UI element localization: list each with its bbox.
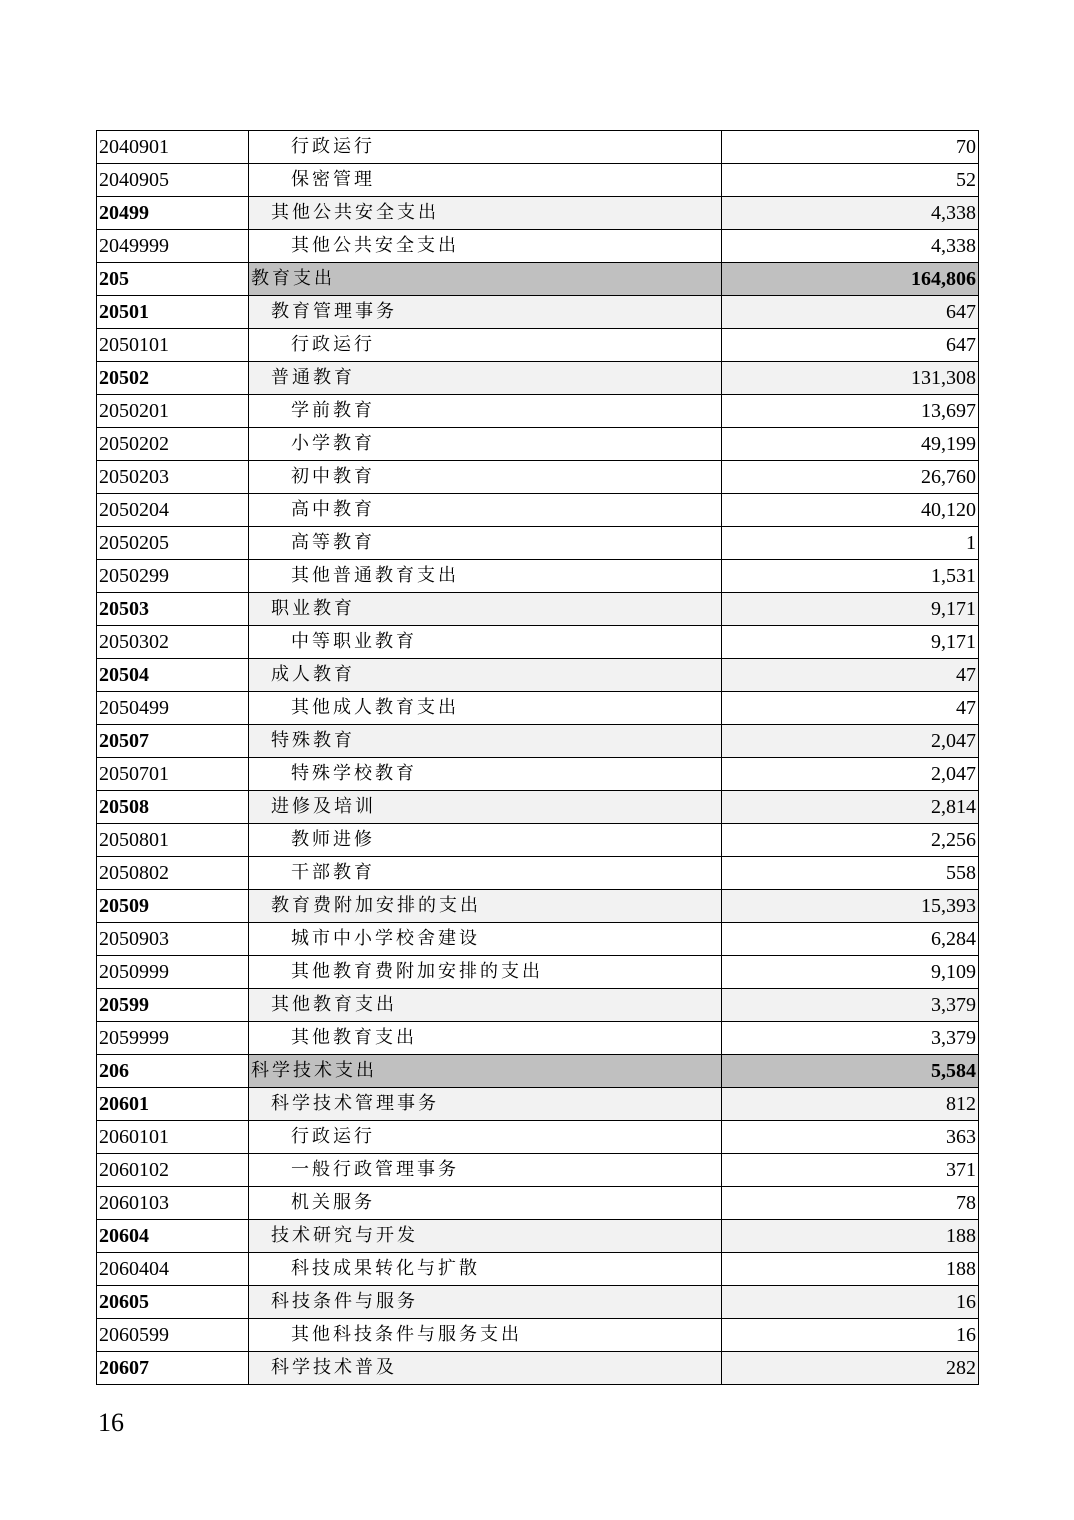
item-name: 学前教育 [249,395,722,428]
item-amount: 52 [722,164,979,197]
table-row [97,362,979,395]
item-code: 2050801 [97,824,249,857]
item-name: 技术研究与开发 [249,1220,722,1253]
table-row [97,725,979,758]
item-amount: 4,338 [722,230,979,263]
table-row [97,164,979,197]
item-code: 20605 [97,1286,249,1319]
table-row [97,329,979,362]
item-name: 科学技术普及 [249,1352,722,1385]
item-code: 2050299 [97,560,249,593]
item-amount: 9,171 [722,626,979,659]
item-amount: 15,393 [722,890,979,923]
item-name: 中等职业教育 [249,626,722,659]
item-amount: 282 [722,1352,979,1385]
table-row [97,626,979,659]
item-code: 2050201 [97,395,249,428]
item-name: 其他教育费附加安排的支出 [249,956,722,989]
item-code: 2059999 [97,1022,249,1055]
item-name: 职业教育 [249,593,722,626]
item-name: 成人教育 [249,659,722,692]
table-row [97,857,979,890]
table-row [97,461,979,494]
item-name: 科学技术支出 [249,1055,722,1088]
item-code: 2060404 [97,1253,249,1286]
item-name: 教师进修 [249,824,722,857]
item-code: 2050202 [97,428,249,461]
item-name: 其他教育支出 [249,1022,722,1055]
item-name: 机关服务 [249,1187,722,1220]
item-amount: 1,531 [722,560,979,593]
table-row [97,1286,979,1319]
table-row [97,527,979,560]
budget-table [96,130,979,1385]
item-code: 20504 [97,659,249,692]
item-amount: 4,338 [722,197,979,230]
table-row [97,890,979,923]
item-amount: 188 [722,1220,979,1253]
table-row [97,197,979,230]
item-code: 20604 [97,1220,249,1253]
item-code: 2040901 [97,131,249,164]
item-code: 2049999 [97,230,249,263]
item-code: 20502 [97,362,249,395]
table-row [97,1154,979,1187]
item-amount: 9,109 [722,956,979,989]
table-row [97,1121,979,1154]
item-amount: 47 [722,692,979,725]
item-amount: 363 [722,1121,979,1154]
item-amount: 2,047 [722,725,979,758]
table-row [97,1220,979,1253]
item-name: 科技条件与服务 [249,1286,722,1319]
table-row [97,659,979,692]
table-row [97,1055,979,1088]
item-name: 高等教育 [249,527,722,560]
table-row [97,560,979,593]
table-row [97,692,979,725]
item-amount: 40,120 [722,494,979,527]
item-code: 20499 [97,197,249,230]
table-row [97,923,979,956]
item-name: 科技成果转化与扩散 [249,1253,722,1286]
item-name: 高中教育 [249,494,722,527]
item-amount: 647 [722,296,979,329]
item-code: 2060102 [97,1154,249,1187]
table-row [97,989,979,1022]
item-amount: 812 [722,1088,979,1121]
item-name: 其他科技条件与服务支出 [249,1319,722,1352]
item-amount: 3,379 [722,1022,979,1055]
item-code: 2050499 [97,692,249,725]
item-amount: 558 [722,857,979,890]
table-row [97,824,979,857]
table-row [97,395,979,428]
table-row [97,428,979,461]
item-code: 20501 [97,296,249,329]
item-amount: 2,256 [722,824,979,857]
item-amount: 16 [722,1319,979,1352]
item-code: 2050701 [97,758,249,791]
item-name: 一般行政管理事务 [249,1154,722,1187]
item-name: 教育支出 [249,263,722,296]
item-amount: 49,199 [722,428,979,461]
item-amount: 2,047 [722,758,979,791]
table-row [97,1022,979,1055]
item-amount: 2,814 [722,791,979,824]
table-row [97,1187,979,1220]
item-code: 2060599 [97,1319,249,1352]
item-name: 城市中小学校舍建设 [249,923,722,956]
item-code: 2060101 [97,1121,249,1154]
table-body [97,131,979,1385]
table-row [97,263,979,296]
item-code: 20507 [97,725,249,758]
table-row [97,1088,979,1121]
item-amount: 16 [722,1286,979,1319]
table-row [97,494,979,527]
item-name: 其他公共安全支出 [249,197,722,230]
item-name: 行政运行 [249,131,722,164]
table-row [97,1253,979,1286]
item-code: 206 [97,1055,249,1088]
item-name: 特殊教育 [249,725,722,758]
item-amount: 6,284 [722,923,979,956]
item-name: 其他成人教育支出 [249,692,722,725]
table-row [97,230,979,263]
table-row [97,956,979,989]
item-amount: 70 [722,131,979,164]
item-name: 教育费附加安排的支出 [249,890,722,923]
table-row [97,791,979,824]
item-name: 教育管理事务 [249,296,722,329]
table-row [97,1319,979,1352]
table-row [97,131,979,164]
item-amount: 3,379 [722,989,979,1022]
item-name: 其他教育支出 [249,989,722,1022]
item-amount: 9,171 [722,593,979,626]
item-amount: 47 [722,659,979,692]
item-name: 初中教育 [249,461,722,494]
item-code: 20503 [97,593,249,626]
item-code: 20509 [97,890,249,923]
item-code: 20599 [97,989,249,1022]
item-code: 2060103 [97,1187,249,1220]
item-name: 其他公共安全支出 [249,230,722,263]
table-row [97,296,979,329]
item-name: 保密管理 [249,164,722,197]
item-name: 其他普通教育支出 [249,560,722,593]
item-code: 2050802 [97,857,249,890]
table-row [97,758,979,791]
item-code: 2050302 [97,626,249,659]
item-amount: 371 [722,1154,979,1187]
item-code: 2050205 [97,527,249,560]
item-amount: 164,806 [722,263,979,296]
item-code: 2050204 [97,494,249,527]
item-code: 2040905 [97,164,249,197]
item-amount: 647 [722,329,979,362]
item-amount: 188 [722,1253,979,1286]
item-name: 特殊学校教育 [249,758,722,791]
item-name: 科学技术管理事务 [249,1088,722,1121]
item-name: 行政运行 [249,329,722,362]
item-name: 普通教育 [249,362,722,395]
page-number: 16 [98,1408,124,1437]
item-code: 2050999 [97,956,249,989]
item-name: 小学教育 [249,428,722,461]
item-amount: 5,584 [722,1055,979,1088]
item-code: 20607 [97,1352,249,1385]
item-amount: 13,697 [722,395,979,428]
item-code: 2050203 [97,461,249,494]
item-amount: 1 [722,527,979,560]
item-amount: 26,760 [722,461,979,494]
item-code: 205 [97,263,249,296]
item-amount: 78 [722,1187,979,1220]
table-row [97,1352,979,1385]
item-code: 2050101 [97,329,249,362]
item-name: 进修及培训 [249,791,722,824]
table-row [97,593,979,626]
item-code: 20508 [97,791,249,824]
item-code: 20601 [97,1088,249,1121]
item-name: 行政运行 [249,1121,722,1154]
item-code: 2050903 [97,923,249,956]
item-name: 干部教育 [249,857,722,890]
item-amount: 131,308 [722,362,979,395]
